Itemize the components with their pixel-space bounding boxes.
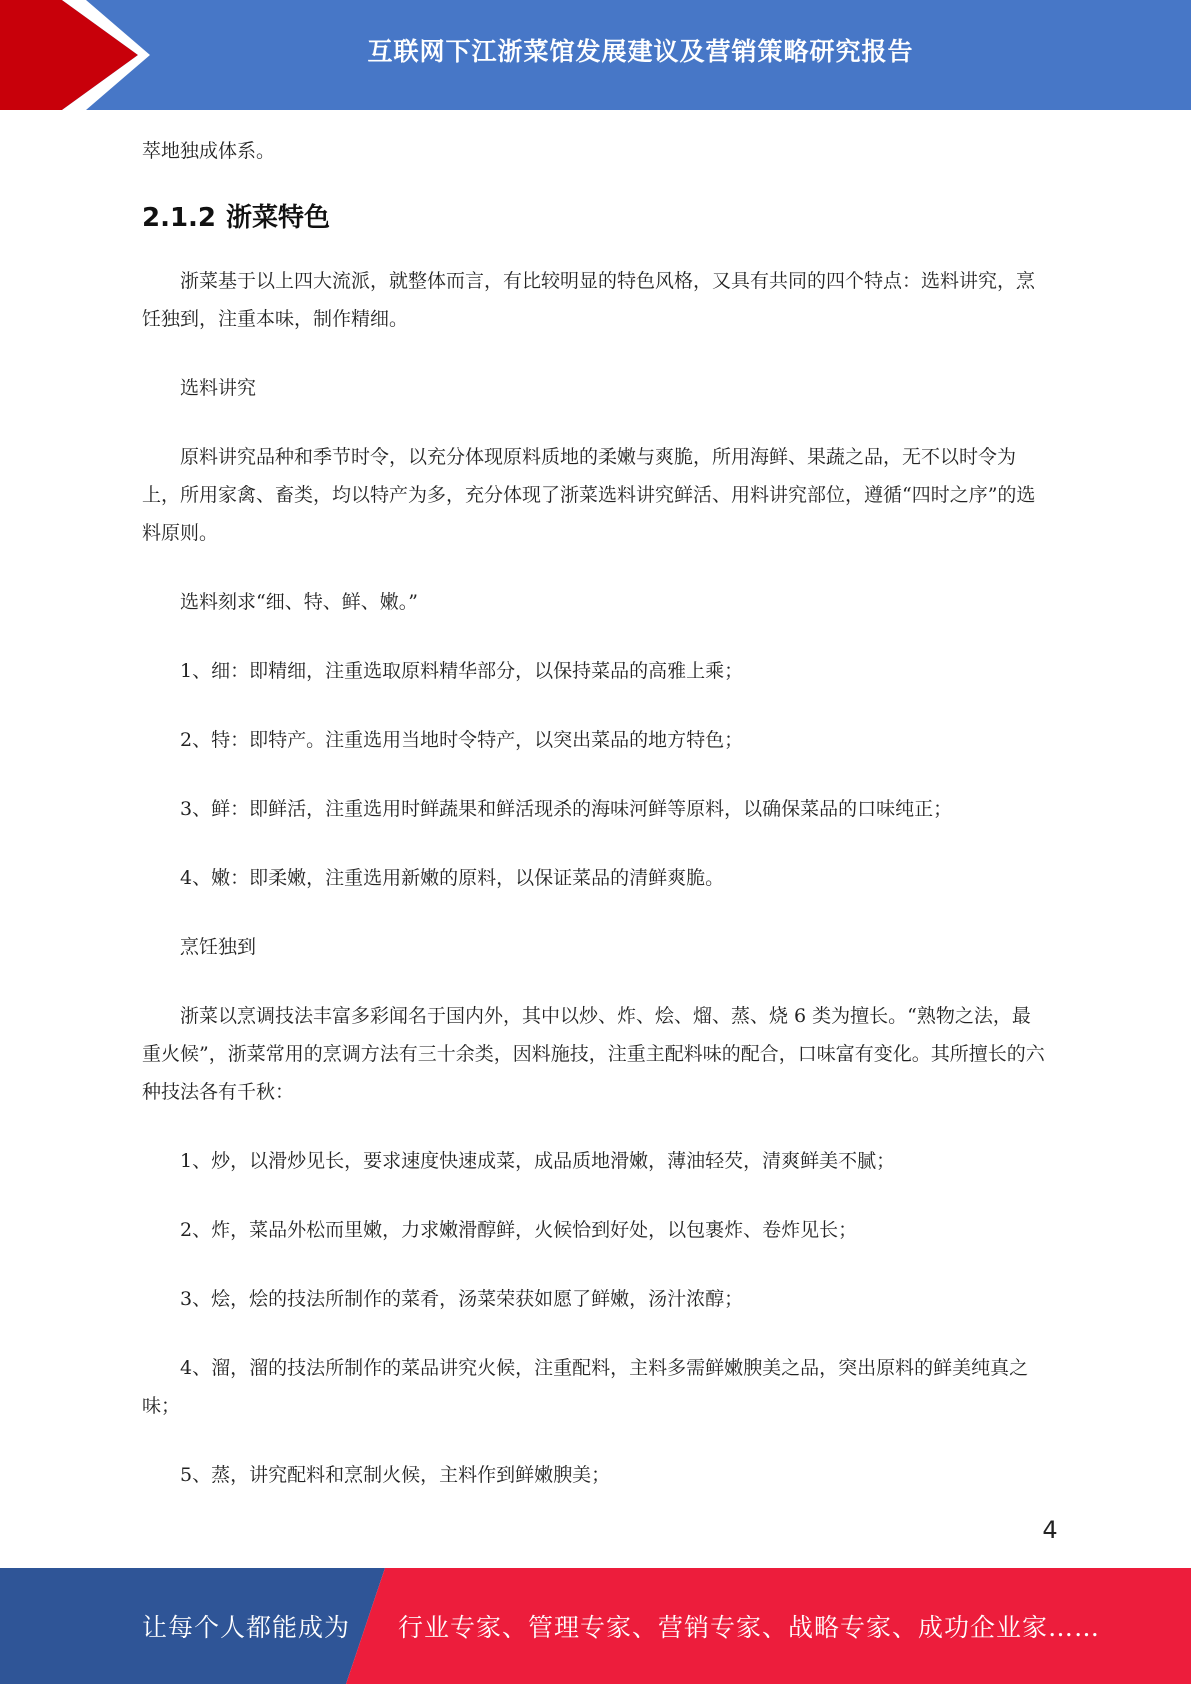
list-item: 2、特：即特产。注重选用当地时令特产，以突出菜品的地方特色； [180,729,744,751]
footer-slogan-right: 行业专家、管理专家、营销专家、战略专家、成功企业家…… [398,1613,1101,1642]
footer-banner [0,1568,1191,1684]
list-item: 3、烩，烩的技法所制作的菜肴，汤菜荣获如愿了鲜嫩，汤汁浓醇； [180,1288,744,1310]
header-red-arrow-decoration [0,0,160,110]
document-body [142,132,1047,1494]
subheading: 烹饪独到 [180,936,257,958]
list-item: 4、嫩：即柔嫩，注重选用新嫩的原料，以保证菜品的清鲜爽脆。 [180,867,725,889]
paragraph: 萃地独成体系。 [142,140,276,162]
page-number: 4 [1042,1516,1058,1544]
paragraph: 原料讲究品种和季节时令，以充分体现原料质地的柔嫩与爽脆，所用海鲜、果蔬之品，无不以时令为上，所用家禽、畜类，均以特产为多，充分体现了浙菜选料讲究鲜活、用料讲究部位，遵循“四时之序”的选料原则。 [142,446,1036,544]
list-item: 5、蒸，讲究配料和烹制火候，主料作到鲜嫩腴美； [180,1464,611,1486]
report-title: 互联网下江浙菜馆发展建议及营销策略研究报告 [367,37,914,66]
section-number: 2.1.2 [142,203,217,233]
subheading: 选料讲究 [180,377,257,399]
paragraph: 浙菜以烹调技法丰富多彩闻名于国内外，其中以炒、炸、烩、熘、蒸、烧 6 类为擅长。“熟物之法，最重火候”，浙菜常用的烹调方法有三十余类，因料施技，注重主配料味的配合，口味富有变化。其所擅长的六种技法各有千秋： [142,1005,1045,1103]
paragraph: 浙菜基于以上四大流派，就整体而言，有比较明显的特色风格，又具有共同的四个特点：选料讲究，烹饪独到，注重本味，制作精细。 [142,270,1036,330]
list-item: 4、溜，溜的技法所制作的菜品讲究火候，注重配料，主料多需鲜嫩腴美之品，突出原料的鲜美纯真之味； [142,1357,1029,1417]
list-item: 1、炒，以滑炒见长，要求速度快速成菜，成品质地滑嫩，薄油轻芡，清爽鲜美不腻； [180,1150,896,1172]
list-item: 1、细：即精细，注重选取原料精华部分，以保持菜品的高雅上乘； [180,660,744,682]
list-item: 3、鲜：即鲜活，注重选用时鲜蔬果和鲜活现杀的海味河鲜等原料，以确保菜品的口味纯正； [180,798,953,820]
section-heading-text: 浙菜特色 [226,203,331,233]
section-heading [142,198,1047,238]
paragraph: 选料刻求“细、特、鲜、嫩。” [180,591,418,613]
header-banner [0,0,1191,110]
footer-slogan-left: 让每个人都能成为 [142,1613,351,1642]
list-item: 2、炸，菜品外松而里嫩，力求嫩滑醇鲜，火候恰到好处，以包裹炸、卷炸见长； [180,1219,858,1241]
